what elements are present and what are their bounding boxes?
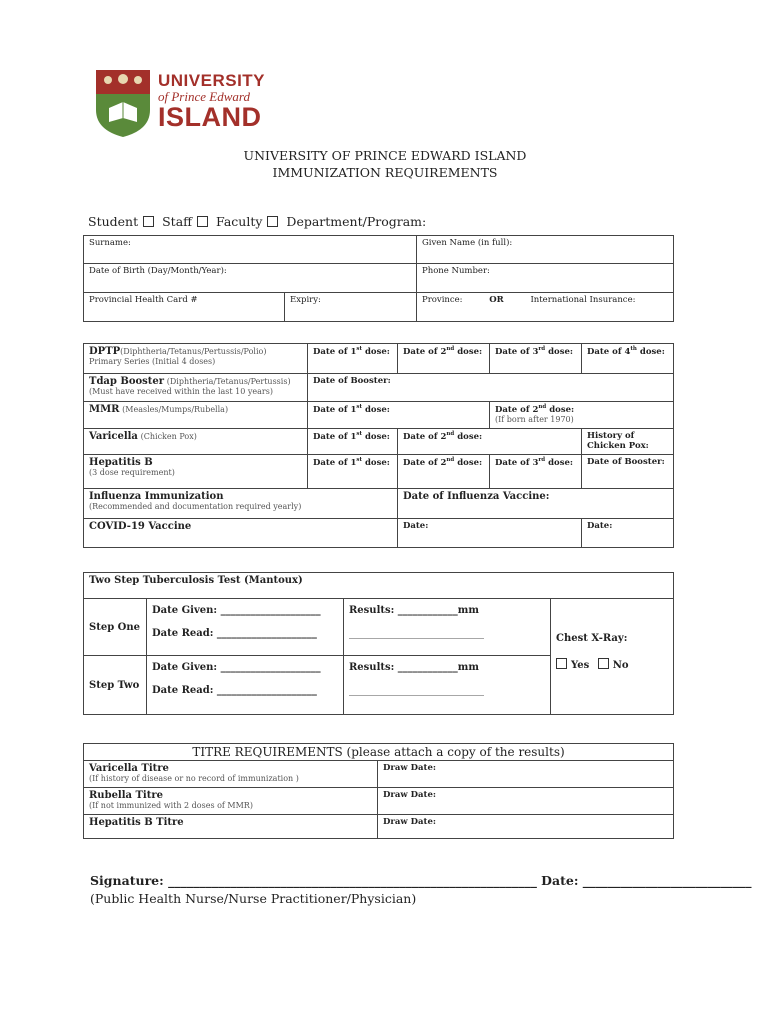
rubella-titre-cell	[84, 788, 378, 815]
hepb-titre-label: Hepatitis B Titre	[89, 817, 184, 828]
province-field[interactable]	[417, 293, 674, 322]
tdap-label: Tdap Booster	[89, 376, 165, 387]
vaccine-table	[83, 343, 674, 548]
varicella-titre-cell	[84, 761, 378, 788]
surname-field[interactable]: Surname:	[84, 236, 417, 264]
dptp-dose3[interactable]: Date of 3rd dose:	[490, 344, 582, 374]
step-one-read[interactable]: Date Read: ____________________	[152, 628, 317, 639]
logo-line1: UNIVERSITY	[158, 71, 266, 90]
dptp-dose2[interactable]: Date of 2nd dose:	[398, 344, 490, 374]
step-two-results[interactable]: Results: ____________mm ___________________________	[344, 656, 551, 715]
tdap-sub: (Diphtheria/Tetanus/Pertussis)	[166, 377, 291, 386]
tdap-cell	[84, 374, 308, 402]
dptp-dose4[interactable]: Date of 4th dose:	[582, 344, 674, 374]
chest-xray-label: Chest X-Ray:	[556, 633, 628, 644]
student-label: Student	[88, 214, 139, 229]
tdap-booster-date[interactable]: Date of Booster:	[308, 374, 674, 402]
hepb-dose2[interactable]: Date of 2nd dose:	[398, 455, 490, 489]
form-title: UNIVERSITY OF PRINCE EDWARD ISLAND	[243, 148, 527, 163]
given-name-field[interactable]: Given Name (in full):	[417, 236, 674, 264]
health-card-field[interactable]: Provincial Health Card #	[84, 293, 285, 322]
logo-line2: of Prince Edward	[158, 89, 250, 104]
hepb-titre-cell	[84, 815, 378, 839]
or-label: OR	[489, 295, 504, 305]
mmr-label: MMR	[89, 404, 120, 415]
covid-date-2[interactable]: Date:	[582, 519, 674, 548]
flu-note: (Recommended and documentation required yearly)	[89, 502, 302, 511]
flu-label: Influenza Immunization	[89, 491, 224, 502]
rubella-titre-label: Rubella Titre	[89, 790, 163, 801]
flu-cell	[84, 489, 398, 519]
step-one-dates[interactable]	[147, 599, 344, 656]
step-one-results[interactable]: Results: ____________mm ___________________________	[344, 599, 551, 656]
step-one-label: Step One	[84, 599, 147, 656]
born-after-note: (If born after 1970)	[495, 414, 574, 424]
step-two-given[interactable]: Date Given: ____________________	[152, 662, 321, 673]
signature-role: (Public Health Nurse/Nurse Practitioner/Physician)	[90, 891, 417, 906]
varicella-dose2[interactable]: Date of 2nd dose:	[398, 429, 582, 455]
chest-xray-cell: Chest X-Ray: Yes No	[551, 599, 674, 715]
xray-yes-checkbox[interactable]	[556, 658, 567, 669]
varicella-cell	[84, 429, 308, 455]
student-checkbox[interactable]	[143, 216, 154, 227]
dob-field[interactable]: Date of Birth (Day/Month/Year):	[84, 264, 417, 293]
staff-checkbox[interactable]	[197, 216, 208, 227]
hepb-dose1[interactable]: Date of 1st dose:	[308, 455, 398, 489]
rubella-titre-note: (If not immunized with 2 doses of MMR)	[89, 801, 253, 810]
titre-title: TITRE REQUIREMENTS (please attach a copy of the results)	[84, 744, 674, 761]
step-two-dates[interactable]	[147, 656, 344, 715]
hepb-cell	[84, 455, 308, 489]
varicella-dose1[interactable]: Date of 1st dose:	[308, 429, 398, 455]
expiry-field[interactable]: Expiry:	[285, 293, 417, 322]
department-label: Department/Program:	[286, 214, 427, 229]
dptp-sub: (Diphtheria/Tetanus/Pertussis/Polio)	[120, 347, 267, 356]
dptp-label: DPTP	[89, 346, 121, 357]
hepb-note: (3 dose requirement)	[89, 468, 175, 477]
step-two-read[interactable]: Date Read: ____________________	[152, 685, 317, 696]
titre-table	[83, 743, 674, 839]
step-two-label: Step Two	[84, 656, 147, 715]
tb-table	[83, 572, 674, 715]
dptp-cell	[84, 344, 308, 374]
category-row	[88, 214, 426, 229]
phone-field[interactable]: Phone Number:	[417, 264, 674, 293]
signature-line[interactable]: Signature: ___________________________________________________________ Date: ___________________________	[90, 873, 752, 888]
personal-info-table	[83, 235, 674, 322]
varicella-label: Varicella	[89, 431, 138, 442]
mmr-cell	[84, 402, 308, 429]
hepb-label: Hepatitis B	[89, 457, 153, 468]
province-label: Province:	[422, 295, 463, 305]
covid-label: COVID-19 Vaccine	[89, 521, 192, 532]
crest-icon	[96, 70, 156, 138]
varicella-titre-label: Varicella Titre	[89, 763, 169, 774]
flu-date[interactable]: Date of Influenza Vaccine:	[398, 489, 674, 519]
covid-date-1[interactable]: Date:	[398, 519, 582, 548]
tb-title: Two Step Tuberculosis Test (Mantoux)	[84, 573, 674, 599]
mmr-dose2[interactable]: Date of 2nd dose: (If born after 1970)	[490, 402, 674, 429]
tdap-note: (Must have received within the last 10 years)	[89, 387, 273, 396]
chicken-pox-history[interactable]: History of Chicken Pox:	[582, 429, 674, 455]
mmr-dose1[interactable]: Date of 1st dose:	[308, 402, 490, 429]
logo-line3: ISLAND	[158, 102, 262, 132]
hepb-draw-date[interactable]: Draw Date:	[378, 815, 674, 839]
xray-no-checkbox[interactable]	[598, 658, 609, 669]
staff-label: Staff	[162, 214, 193, 229]
dptp-note: Primary Series (Initial 4 doses)	[89, 357, 216, 366]
hepb-booster[interactable]: Date of Booster:	[582, 455, 674, 489]
rubella-draw-date[interactable]: Draw Date:	[378, 788, 674, 815]
dptp-dose1[interactable]: Date of 1st dose:	[308, 344, 398, 374]
hepb-dose3[interactable]: Date of 3rd dose:	[490, 455, 582, 489]
varicella-draw-date[interactable]: Draw Date:	[378, 761, 674, 788]
form-subtitle: IMMUNIZATION REQUIREMENTS	[272, 165, 498, 180]
varicella-titre-note: (If history of disease or no record of immunization )	[89, 774, 299, 783]
insurance-label: International Insurance:	[530, 295, 636, 305]
logo-wordmark	[158, 72, 265, 131]
varicella-sub: (Chicken Pox)	[140, 432, 197, 441]
mmr-sub: (Measles/Mumps/Rubella)	[122, 405, 229, 414]
faculty-checkbox[interactable]	[267, 216, 278, 227]
step-one-given[interactable]: Date Given: ____________________	[152, 605, 321, 616]
faculty-label: Faculty	[216, 214, 263, 229]
covid-cell	[84, 519, 398, 548]
